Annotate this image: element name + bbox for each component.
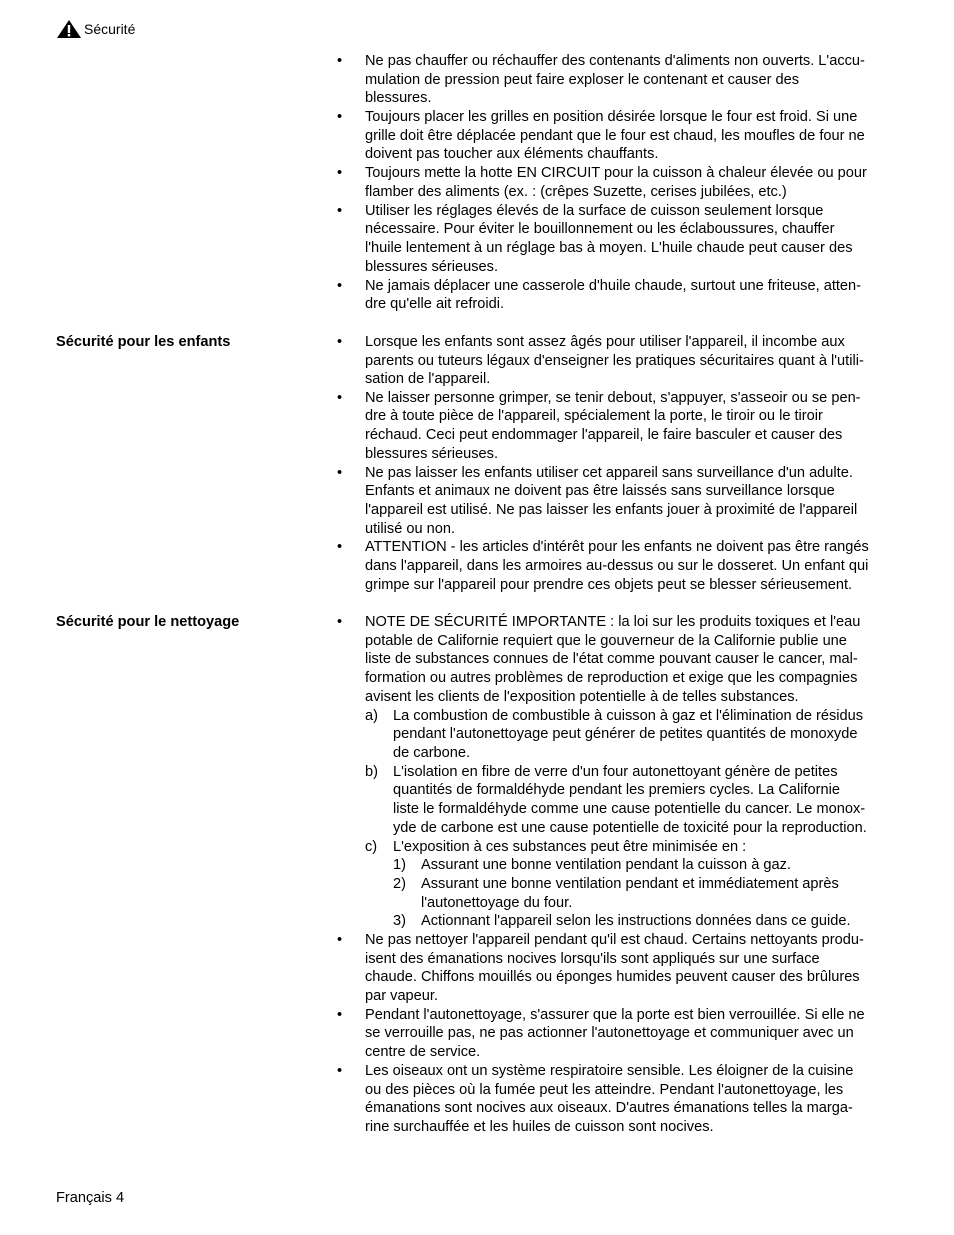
- bullet: •: [337, 334, 343, 350]
- sub-item-marker: c): [365, 839, 378, 855]
- text-line: ATTENTION - les articles d'intérêt pour les enfants ne doivent pas être rangés: [365, 539, 869, 555]
- text-line: Ne pas chauffer ou réchauffer des contenants d'aliments non ouverts. L'accu-: [365, 53, 865, 69]
- sub-item-marker: a): [365, 708, 378, 724]
- text-line: L'exposition à ces substances peut être minimisée en :: [393, 839, 747, 855]
- text-line: liste le formaldéhyde comme une cause potentielle du cancer. Le monox-: [393, 801, 866, 817]
- text-line: potable de Californie requiert que le gouverneur de la Californie publie une: [365, 633, 847, 649]
- text-line: Toujours mette la hotte EN CIRCUIT pour la cuisson à chaleur élevée ou pour: [365, 165, 867, 181]
- text-line: parents ou tuteurs légaux d'enseigner les pratiques sécuritaires quant à l'utili-: [365, 353, 864, 369]
- text-line: pendant l'autonettoyage peut générer de petites quantités de monoxyde: [393, 726, 858, 742]
- bullet: •: [337, 109, 343, 125]
- numbered-marker: 3): [393, 913, 406, 929]
- text-line: réchaud. Ceci peut endommager l'appareil, le faire basculer et causer des: [365, 427, 843, 443]
- bullet: •: [337, 932, 343, 948]
- text-line: chaude. Chiffons mouillés ou éponges humides peuvent causer des brûlures: [365, 969, 860, 985]
- text-line: Utiliser les réglages élevés de la surface de cuisson seulement lorsque: [365, 203, 824, 219]
- text-line: dans l'appareil, dans les armoires au-dessus ou sur le dosseret. Un enfant qui: [365, 558, 869, 574]
- text-line: rine surchauffée et les huiles de cuisson sont nocives.: [365, 1119, 714, 1135]
- text-line: quantités de formaldéhyde pendant les premiers cycles. La Californie: [393, 782, 840, 798]
- text-line: Ne pas nettoyer l'appareil pendant qu'il est chaud. Certains nettoyants produ-: [365, 932, 864, 948]
- text-line: blessures sérieuses.: [365, 259, 499, 275]
- text-line: Les oiseaux ont un système respiratoire sensible. Les éloigner de la cuisine: [365, 1063, 854, 1079]
- text-line: avisent les clients de l'exposition potentielle à de telles substances.: [365, 689, 799, 705]
- text-line: mulation de pression peut faire exploser le contenant et causer des: [365, 72, 800, 88]
- header-title: Sécurité: [84, 21, 136, 37]
- text-line: émanations sont nocives aux oiseaux. D'autres émanations telles la marga-: [365, 1100, 853, 1116]
- text-line: l'autonettoyage du four.: [421, 895, 573, 911]
- warning-triangle-icon: [56, 19, 82, 39]
- text-line: l'appareil est utilisé. Ne pas laisser les enfants jouer à proximité de l'appareil: [365, 502, 858, 518]
- text-line: dre qu'elle ait refroidi.: [365, 296, 505, 312]
- text-line: Ne laisser personne grimper, se tenir debout, s'appuyer, s'asseoir ou se pen-: [365, 390, 861, 406]
- text-line: isent des émanations nocives lorsqu'ils sont appliqués sur une surface: [365, 951, 820, 967]
- bullet: •: [337, 1063, 343, 1079]
- text-line: sation de l'appareil.: [365, 371, 491, 387]
- text-line: nécessaire. Pour éviter le bouillonnement ou les éclaboussures, chauffer: [365, 221, 835, 237]
- text-line: blessures.: [365, 90, 432, 106]
- text-line: La combustion de combustible à cuisson à gaz et l'élimination de résidus: [393, 708, 864, 724]
- text-line: NOTE DE SÉCURITÉ IMPORTANTE : la loi sur les produits toxiques et l'eau: [365, 614, 861, 630]
- numbered-marker: 1): [393, 857, 406, 873]
- text-line: Actionnant l'appareil selon les instructions données dans ce guide.: [421, 913, 851, 929]
- text-line: grimpe sur l'appareil pour prendre ces objets peut se blesser sérieusement.: [365, 577, 853, 593]
- text-line: Assurant une bonne ventilation pendant la cuisson à gaz.: [421, 857, 791, 873]
- text-line: Pendant l'autonettoyage, s'assurer que la porte est bien verrouillée. Si elle ne: [365, 1007, 865, 1023]
- sub-item-marker: b): [365, 764, 378, 780]
- text-line: grille doit être déplacée pendant que le four est chaud, les moufles de four ne: [365, 128, 865, 144]
- section-title: Sécurité pour les enfants: [56, 334, 231, 350]
- text-line: Enfants et animaux ne doivent pas être laissés sans surveillance lorsque: [365, 483, 835, 499]
- text-line: doivent pas toucher aux éléments chauffants.: [365, 146, 659, 162]
- text-line: Ne pas laisser les enfants utiliser cet appareil sans surveillance d'un adulte.: [365, 465, 853, 481]
- text-line: de carbone.: [393, 745, 471, 761]
- page-footer: Français 4: [56, 1190, 125, 1206]
- text-line: utilisé ou non.: [365, 521, 456, 537]
- bullet: •: [337, 539, 343, 555]
- bullet: •: [337, 278, 343, 294]
- text-line: yde de carbone est une cause potentielle de toxicité pour la reproduction.: [393, 820, 867, 836]
- text-line: dre à toute pièce de l'appareil, spécialement la porte, le tiroir ou le tiroir: [365, 408, 823, 424]
- bullet: •: [337, 53, 343, 69]
- bullet: •: [337, 390, 343, 406]
- numbered-marker: 2): [393, 876, 406, 892]
- bullet: •: [337, 203, 343, 219]
- text-line: l'huile lentement à un réglage bas à moyen. L'huile chaude peut causer des: [365, 240, 853, 256]
- bullet: •: [337, 1007, 343, 1023]
- text-line: par vapeur.: [365, 988, 439, 1004]
- text-line: Ne jamais déplacer une casserole d'huile chaude, surtout une friteuse, atten-: [365, 278, 862, 294]
- bullet: •: [337, 614, 343, 630]
- text-line: Lorsque les enfants sont assez âgés pour utiliser l'appareil, il incombe aux: [365, 334, 845, 350]
- bullet: •: [337, 165, 343, 181]
- text-line: L'isolation en fibre de verre d'un four autonettoyant génère de petites: [393, 764, 838, 780]
- text-line: ou des pièces où la fumée peut les atteindre. Pendant l'autonettoyage, les: [365, 1082, 844, 1098]
- text-line: Assurant une bonne ventilation pendant et immédiatement après: [421, 876, 839, 892]
- text-line: Toujours placer les grilles en position désirée lorsque le four est froid. Si une: [365, 109, 858, 125]
- text-line: liste de substances connues de l'état comme pouvant causer le cancer, mal-: [365, 651, 858, 667]
- text-line: flamber des aliments (ex. : (crêpes Suzette, cerises jubilées, etc.): [365, 184, 787, 200]
- bullet: •: [337, 465, 343, 481]
- section-title: Sécurité pour le nettoyage: [56, 614, 240, 630]
- text-line: formation ou autres problèmes de reproduction et exige que les compagnies: [365, 670, 858, 686]
- text-line: blessures sérieuses.: [365, 446, 499, 462]
- page-header: [56, 18, 135, 40]
- text-line: centre de service.: [365, 1044, 481, 1060]
- text-line: se verrouille pas, ne pas actionner l'autonettoyage et communiquer avec un: [365, 1025, 854, 1041]
